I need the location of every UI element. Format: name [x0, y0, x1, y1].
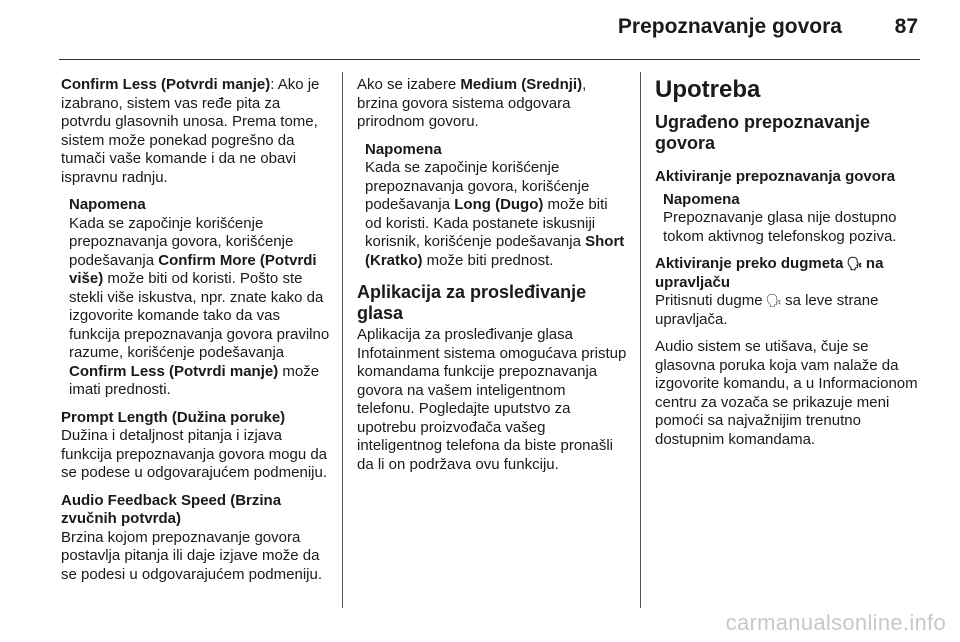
page-number: 87 — [894, 15, 918, 38]
confirm-less-text: : Ako je izabrano, sistem vas ređe pita za potvrdu glasovnih unosa. Prema tome, sistem može ponekad pogrešno da tumači vaše komande i da ne obavi ispravnu radnju. — [61, 76, 320, 186]
button-heading-part: na upravljaču — [655, 255, 884, 291]
note-text: može imati prednosti. — [69, 362, 320, 398]
confirm-less-label: Confirm Less (Potvrdi manje) — [61, 76, 271, 93]
note-text: Prepoznavanje glasa nije dostupno tokom aktivnog telefonskog poziva. — [663, 209, 897, 245]
note-text: može biti od koristi. Kada postanete iskusniji korisnik, korišćenje podešavanja — [365, 196, 608, 250]
voice-pass-thru-text: Aplikacija za prosleđivanje glasa Infotainment sistema omogućava pristup komandama funkcije prepoznavanja govora na vašem inteligentnom telefonu. Pogledajte uputstvo za upotrebu proizvođača vašeg inteligentnog telefona da biste pronašli da li on podržava ovu funkciju. — [357, 326, 627, 473]
section-subheading: Ugrađeno prepoznavanje govora — [655, 112, 871, 153]
column-divider-1 — [342, 72, 343, 608]
prompt-length-heading: Prompt Length (Dužina poruke) — [61, 408, 286, 426]
note-body — [365, 159, 627, 270]
note-block — [61, 196, 331, 400]
medium-paragraph — [357, 76, 627, 132]
note-bold: Confirm Less (Potvrdi manje) — [69, 362, 279, 380]
note-bold: Confirm More (Potvrdi više) — [69, 251, 317, 287]
column-1 — [61, 76, 331, 593]
note-block — [655, 191, 923, 247]
note-title: Napomena — [365, 140, 442, 158]
column-divider-2 — [640, 72, 641, 608]
audio-speed-text: Brzina kojom prepoznavanje govora postavlja pitanja ili daje izjave može da se podesi u odgovarajućem podmeniju. — [61, 528, 322, 583]
note-title: Napomena — [663, 190, 740, 208]
audio-system-text: Audio sistem se utišava, čuje se glasovna poruka koja vam nalaže da izgovorite komandu, a u Informacionom centru za vozača se prikazuje meni pomoći sa najvažnijim trenutno dostupnim komandama. — [655, 338, 918, 448]
note-block — [357, 141, 627, 271]
note-title: Napomena — [69, 196, 146, 213]
voice-pass-thru-heading: Aplikacija za prosleđivanje glasa — [357, 282, 587, 323]
medium-pre: Ako se izabere — [357, 76, 461, 93]
button-heading-part: Aktiviranje preko dugmeta — [655, 255, 844, 272]
note-text: može biti od koristi. Pošto ste stekli više iskustva, npr. znate kako da izgovorite komande tako da vas funkcija prepoznavanja govora pravilno razume, korišćenje podešavanja — [69, 270, 330, 361]
watermark: carmanualsonline.info — [725, 610, 946, 635]
medium-post: , brzina govora sistema odgovara prirodnom govoru. — [357, 76, 587, 130]
audio-speed-heading: Audio Feedback Speed (Brzina zvučnih potvrda) — [61, 491, 282, 527]
page-header-title: Prepoznavanje govora — [617, 15, 842, 38]
section-heading: Upotreba — [655, 76, 761, 103]
note-text: Kada se započinje korišćenje prepoznavanja govora, korišćenje podešavanja — [69, 214, 294, 269]
steering-wheel-voice-icon: 🗣︎ — [765, 293, 783, 308]
column-3 — [655, 76, 923, 458]
column-2 — [357, 76, 627, 483]
button-text — [655, 292, 923, 329]
confirm-less-paragraph — [61, 76, 331, 187]
button-text-part: Pritisnuti dugme — [655, 292, 763, 309]
activation-heading: Aktiviranje prepoznavanja govora — [655, 168, 896, 185]
note-text: može biti prednost. — [422, 251, 554, 269]
button-activation-heading — [655, 255, 923, 292]
note-body — [69, 215, 331, 400]
note-bold: Short (Kratko) — [365, 233, 625, 269]
steering-wheel-voice-icon: 🗣︎ — [846, 256, 863, 271]
note-text: Kada se započinje korišćenje prepoznavanja govora, korišćenje podešavanja — [365, 159, 590, 213]
medium-label: Medium (Srednji) — [460, 76, 583, 93]
header-rule — [59, 59, 920, 60]
note-bold: Long (Dugo) — [454, 196, 544, 213]
button-text-part: sa leve strane upravljača. — [655, 292, 879, 328]
prompt-length-text: Dužina i detaljnost pitanja i izjava funkcija prepoznavanja govora mogu da se podese u odgovarajućem podmeniju. — [61, 427, 328, 481]
